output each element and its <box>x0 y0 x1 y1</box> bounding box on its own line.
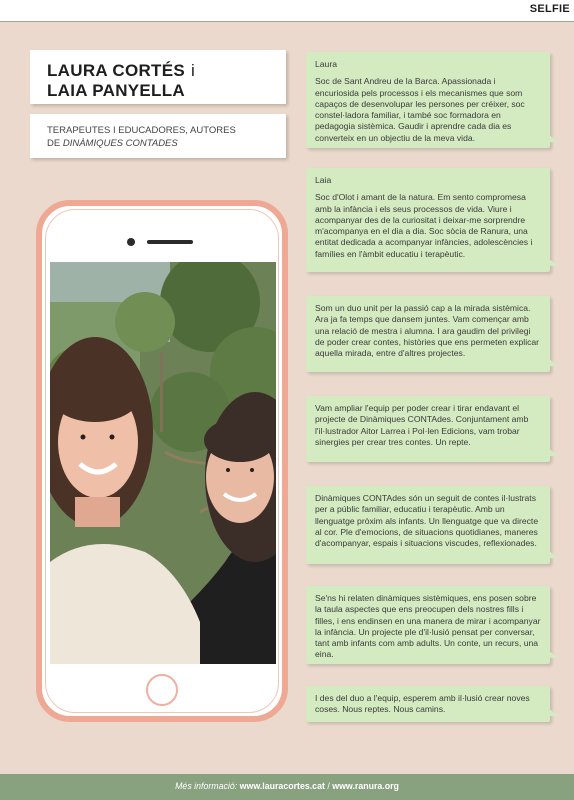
bubble-dinamiques <box>306 586 550 664</box>
footer-separator: / <box>327 781 330 791</box>
section-label: SELFIE <box>529 3 570 15</box>
top-bar <box>0 0 574 22</box>
subtitle-line-1: TERAPEUTES I EDUCADORES, AUTORES <box>47 125 236 136</box>
bubble-text: I des del duo a l'equip, esperem amb il·lusió crear noves coses. Nous reptes. Nous camins. <box>315 693 530 715</box>
bubble-equip <box>306 396 550 462</box>
subtitle-prefix: DE <box>47 138 63 149</box>
bubble-name: Laura <box>315 59 337 69</box>
bubble-text: Vam ampliar l'equip per poder crear i tirar endavant el projecte de Dinàmiques CONTAdes. Conjuntament amb l'il·lustrador Aitor Larrea i Pol·len Edicions, vam trobar sinergies per crear tres contes. Un repte. <box>315 403 529 447</box>
phone-speaker-icon <box>147 240 193 244</box>
title-line-1 <box>47 61 286 81</box>
bubble-text: Dinàmiques CONTAdes són un seguit de contes il·lustrats per a públic familiar, educatiu i terapèutic. Amb un llenguatge pròxim als infants. Un llenguatge que va directe al cor. Ple d'emocions, de situacions quotidianes, maneres d'acompanyar, espais i situacions viscudes, reflexionades. <box>315 493 539 549</box>
bubble-text: Se'ns hi relaten dinàmiques sistèmiques, ens posen sobre la taula aspectes que ens preocupen dels nostres fills i filles, i ens endinsen en una manera de mirar i acompanyar la infància. Un projecte ple d'il·lusió pensat per conversar, tant amb infants com amb adults. Un conte, un recurs, una eina. <box>315 593 541 660</box>
footer-link-ranura[interactable]: www.ranura.org <box>332 781 399 791</box>
footer-link-lauracortes[interactable]: www.lauracortes.cat <box>239 781 325 791</box>
bubble-name: Laia <box>315 175 332 185</box>
selfie-photo <box>50 262 276 664</box>
subtitle-card <box>30 114 286 158</box>
title-card <box>30 50 286 104</box>
name-laia: LAIA PANYELLA <box>47 81 186 100</box>
title-connector: i <box>191 61 196 80</box>
phone-frame <box>36 200 288 722</box>
footer-label: Més informació: <box>175 781 238 791</box>
subtitle-book-title: DINÀMIQUES CONTADES <box>62 138 178 149</box>
subtitle-line-2 <box>47 137 286 150</box>
bubble-duo <box>306 296 550 372</box>
selfie-illustration <box>50 262 276 664</box>
bubble-laura <box>306 52 550 148</box>
phone-home-button <box>146 674 178 706</box>
footer <box>0 774 574 800</box>
name-laura: LAURA CORTÉS <box>47 61 186 80</box>
bubble-text: Som un duo unit per la passió cap a la mirada sistèmica. Ara ja fa temps que dansem juntes. Vam començar amb una relació de mestra i alumna. I ara gaudim del privilegi de poder crear contes, històries que ens permeten explicar aquella mirada, entre d'altres projectes. <box>315 303 540 359</box>
bubble-final <box>306 686 550 722</box>
bubble-text: Soc d'Olot i amant de la natura. Em sento compromesa amb la infància i els seus processos de vida. Viure i acompanyar des de la curiositat i deixar-me sorprendre m'acompanya en el dia a dia. Soc sòcia de Ranura, una entitat dedicada a acompanyar infàncies, adolescències i famílies en l'àmbit educatiu i terapèutic. <box>315 192 533 259</box>
bubble-contes <box>306 486 550 564</box>
bubble-text: Soc de Sant Andreu de la Barca. Apassionada i encuriosida pels processos i els mecanismes que som capaços de desenvolupar les persones per créixer, soc constel·ladora familiar, i també soc formadora en pedagogia sistèmica. Gaudir i aprendre cada dia es converteix en un objectiu de la meva vida. <box>315 76 525 143</box>
phone-camera-icon <box>127 238 135 246</box>
bubble-laia <box>306 168 550 272</box>
